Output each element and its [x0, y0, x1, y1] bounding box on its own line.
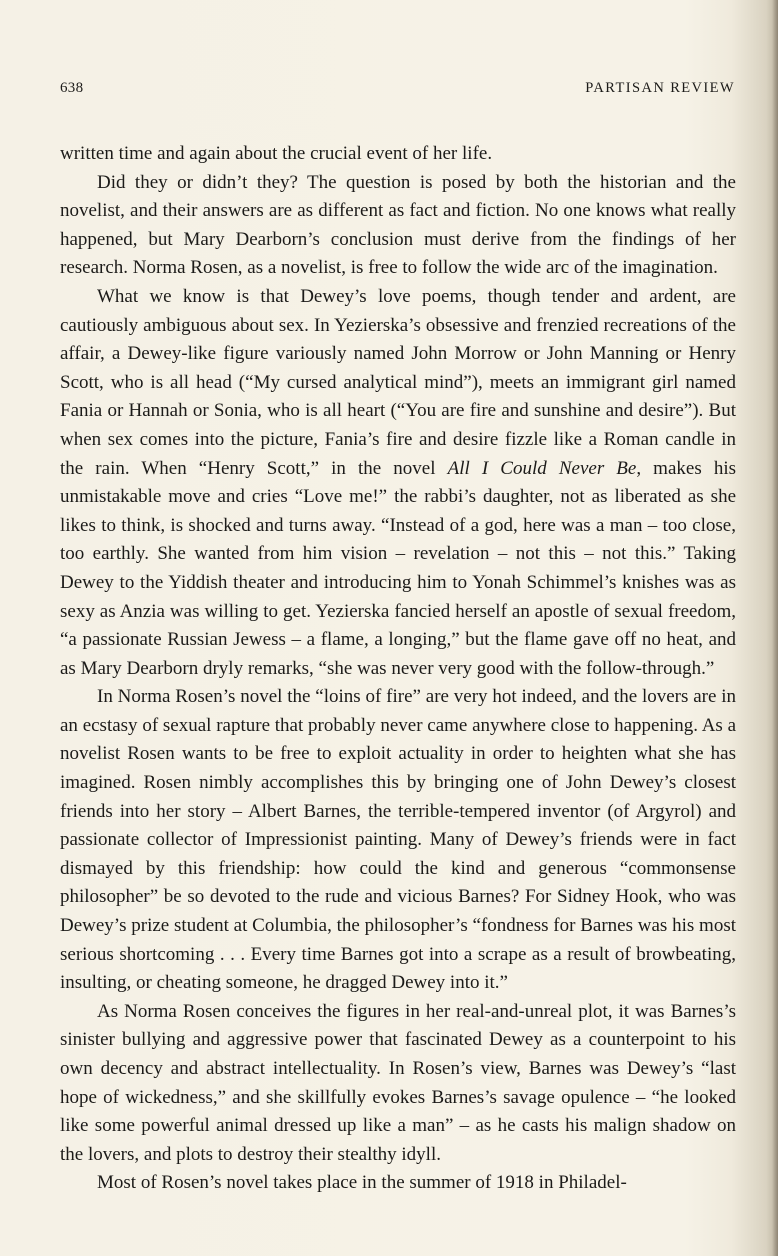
paragraph — [60, 169, 736, 283]
paragraph — [60, 683, 736, 998]
paragraph-text: Did they or didn’t they? The question is posed by both the historian and the novelist, and their answers are as different as fact and fiction. No one knows what really happened, but Mary Dearborn’s conclusion must derive from the findings of her research. Norma Rosen, as a novelist, is free to follow the wide arc of the imagination. — [60, 171, 736, 279]
paragraph — [60, 1169, 736, 1198]
running-head: PARTISAN REVIEW — [585, 80, 735, 96]
paragraph-text: Most of Rosen’s novel takes place in the summer of 1918 in Philadel- — [97, 1172, 627, 1194]
paragraph — [60, 283, 736, 683]
paragraph-text: , makes his unmistakable move and cries “Love me!” the rabbi’s daughter, not as liberated as she likes to think, is shocked and turns away. “Instead of a god, here was a man – too close, too earthly. She wanted from him vision – revelation – not this – not this.” Taking Dewey to the Yiddish theater and introducing him to Yonah Schimmel’s knishes was as sexy as Anzia was willing to get. Yezierska fancied herself an apostle of sexual freedom, “a passionate Russian Jewess – a flame, a longing,” but the flame gave off no heat, and as Mary Dearborn dryly remarks, “she was never very good with the follow-through.” — [60, 457, 736, 679]
book-title-italic: All I Could Never Be — [447, 457, 637, 479]
paragraph-text: As Norma Rosen conceives the figures in her real-and-unreal plot, it was Barnes’s sinister bullying and aggressive power that fascinated Dewey as a counterpoint to his own decency and abstract intellectuality. In Rosen’s view, Barnes was Dewey’s “last hope of wickedness,” and she skillfully evokes Barnes’s savage opulence – “he looked like some powerful animal dressed up like a man” – as he casts his malign shadow on the lovers, and plots to destroy their stealthy idyll. — [60, 1000, 736, 1165]
article-body — [60, 140, 736, 1198]
paragraph-text: What we know is that Dewey’s love poems, though tender and ardent, are cautiously ambiguous about sex. In Yezierska’s obsessive and frenzied recreations of the affair, a Dewey-like figure variously named John Morrow or John Manning or Henry Scott, who is all head (“My cursed analytical mind”), meets an immigrant girl named Fania or Hannah or Sonia, who is all heart (“You are fire and sunshine and desire”). But when sex comes into the picture, Fania’s fire and desire fizzle like a Roman candle in the rain. When “Henry Scott,” in the novel — [60, 285, 736, 479]
paragraph — [60, 998, 736, 1170]
page-number: 638 — [60, 80, 84, 96]
paragraph-text: In Norma Rosen’s novel the “loins of fire” are very hot indeed, and the lovers are in an ecstasy of sexual rapture that probably never came anywhere close to happening. As a novelist Rosen wants to be free to exploit actuality in order to heighten what she has imagined. Rosen nimbly accomplishes this by bringing one of John Dewey’s closest friends into her story – Albert Barnes, the terrible-tempered inventor (of Argyrol) and passionate collector of Impressionist painting. Many of Dewey’s friends were in fact dismayed by this friendship: how could the kind and generous “commonsense philosopher” be so devoted to the rude and vicious Barnes? For Sidney Hook, who was Dewey’s prize student at Columbia, the philosopher’s “fondness for Barnes was his most serious shortcoming . . . Every time Barnes got into a scrape as a result of browbeating, insulting, or cheating someone, he dragged Dewey into it.” — [60, 686, 736, 994]
paragraph — [60, 140, 736, 169]
page-header — [60, 80, 735, 102]
paragraph-text: written time and again about the crucial event of her life. — [60, 143, 493, 164]
page-gutter-shadow — [772, 0, 778, 1256]
